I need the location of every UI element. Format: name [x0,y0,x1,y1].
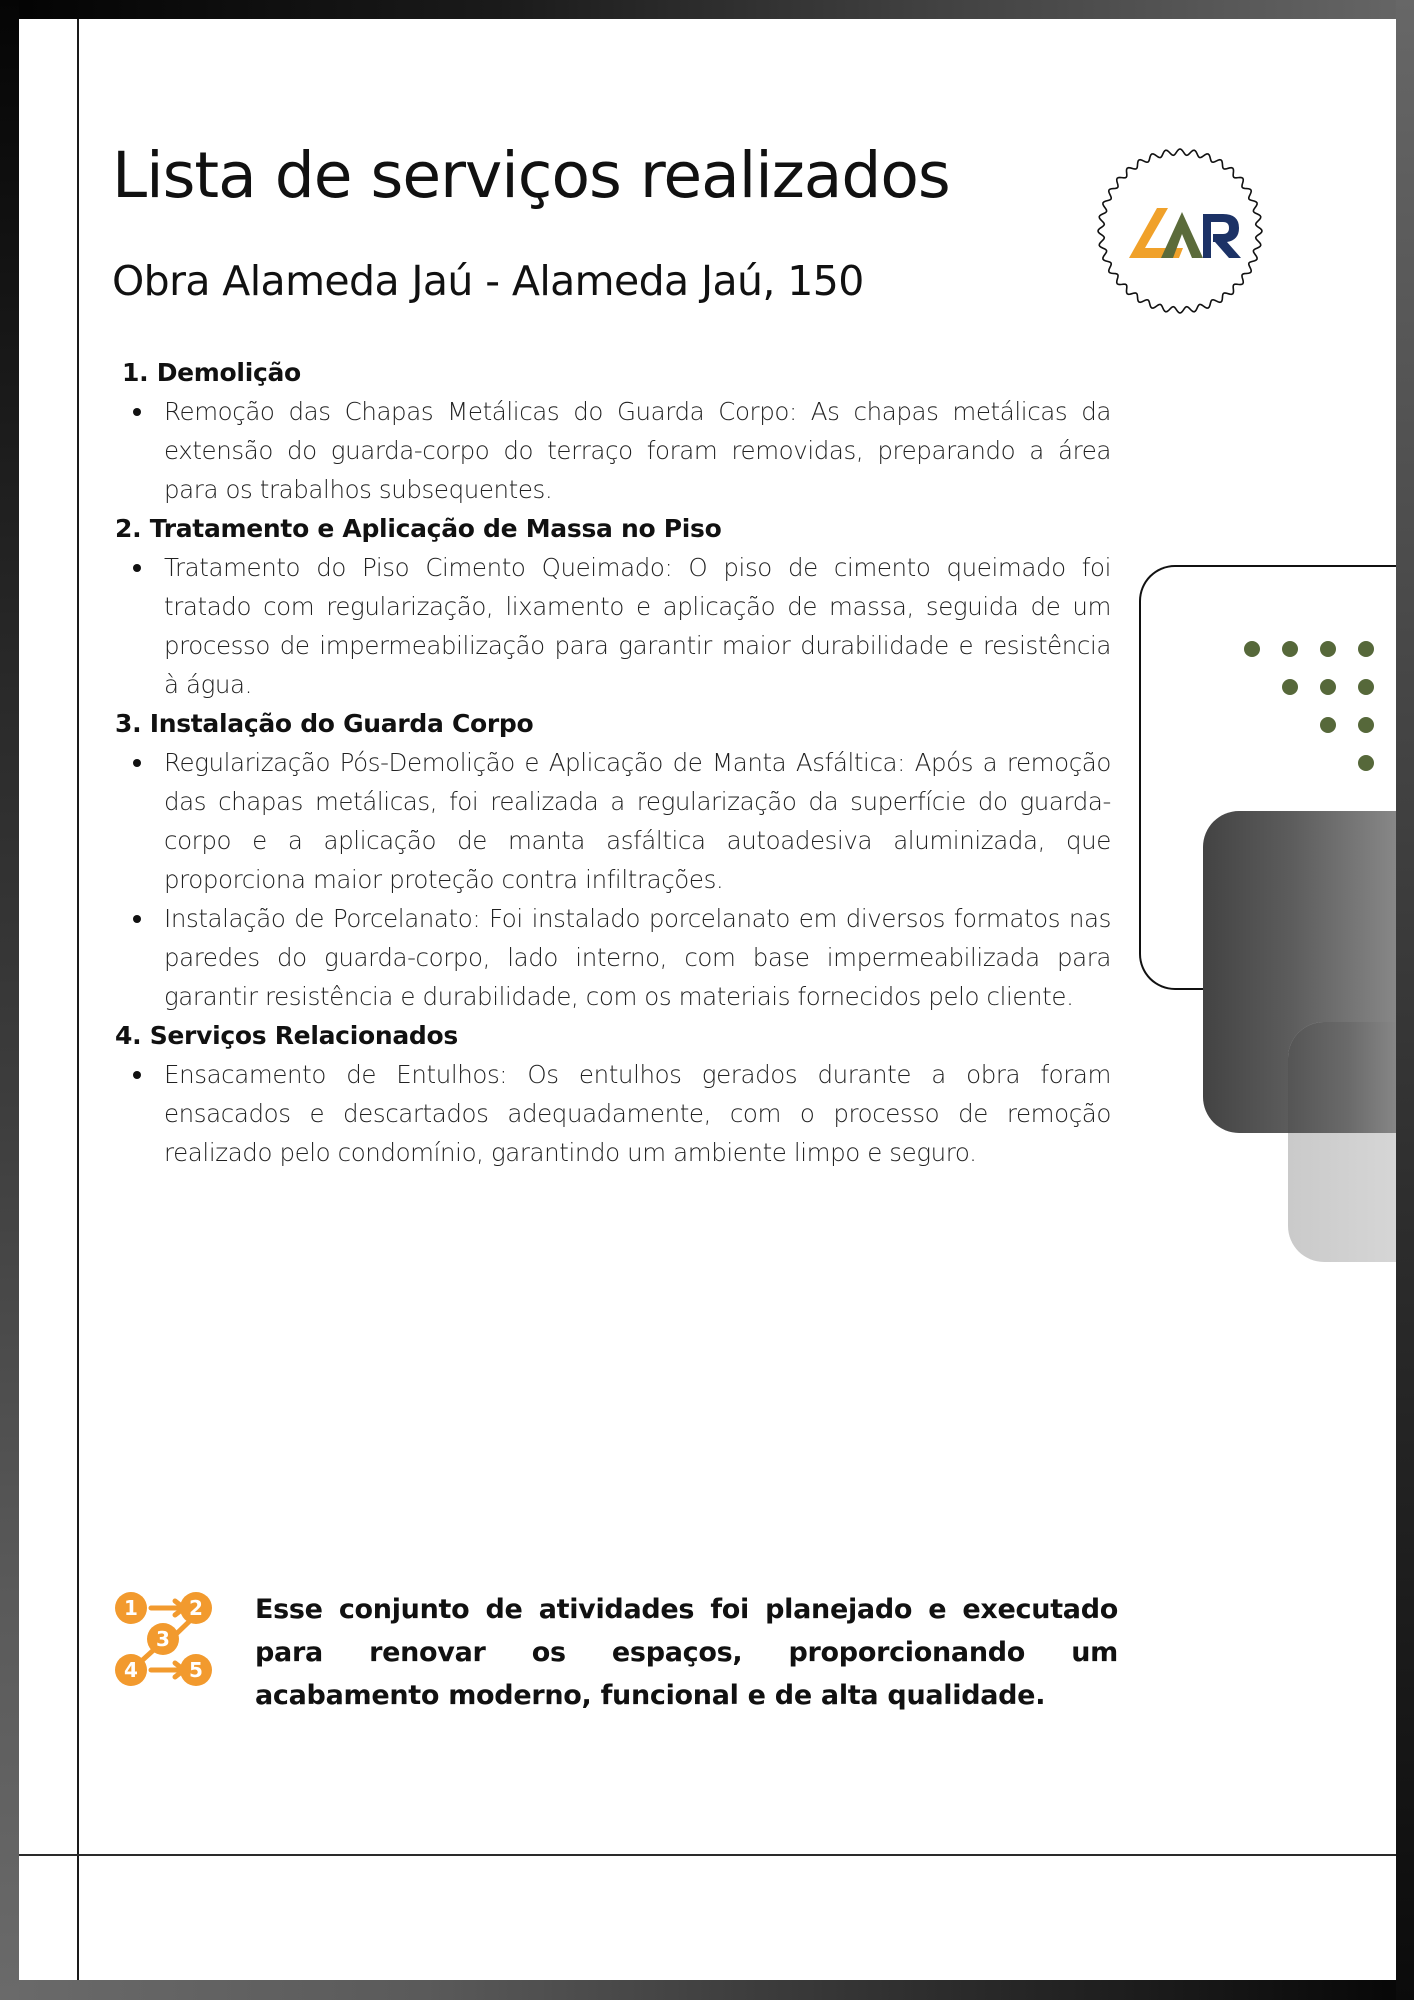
step-4-label: 4 [124,1658,138,1682]
list-item [115,1055,1111,1172]
page-subtitle: Obra Alameda Jaú - Alameda Jaú, 150 [112,257,864,305]
decorative-dot-icon [1358,641,1374,657]
list-item [115,743,1111,899]
section-servicos-relacionados [115,1016,1111,1172]
decorative-dot-icon [1358,755,1374,771]
background-frame-left [0,0,19,2000]
decorative-dot-icon [1320,679,1336,695]
background-frame-top [0,0,1414,19]
bullet-icon [133,408,141,416]
decorative-dot-icon [1320,717,1336,733]
list-item [115,548,1111,704]
section-heading: 2. Tratamento e Aplicação de Massa no Piso [115,514,722,543]
list-item-text: Instalação de Porcelanato: Foi instalado porcelanato em diversos formatos nas paredes do guarda-corpo, lado interno, com base impermeabilizada para garantir resistência e durabilidade, com os materiais fornecidos pelo cliente. [164,904,1111,1011]
page-title: Lista de serviços realizados [112,139,950,212]
decorative-dot-icon [1282,679,1298,695]
section-heading: 4. Serviços Relacionados [115,1021,458,1050]
decorative-dot-icon [1358,679,1374,695]
numbered-steps-icon [111,1588,221,1698]
list-item-text: Tratamento do Piso Cimento Queimado: O piso de cimento queimado foi tratado com regularização, lixamento e aplicação de massa, seguida de um processo de impermeabilização para garantir maior durabilidade e resistência à água. [164,553,1111,699]
document-page [19,19,1396,1980]
decorative-dot-icon [1320,641,1336,657]
scalloped-seal-icon [1095,146,1265,316]
decorative-dot-icon [1244,641,1260,657]
step-1-label: 1 [124,1596,138,1620]
decorative-dot-icon [1358,717,1374,733]
background-frame-bottom [0,1980,1414,2000]
list-item-text: Remoção das Chapas Metálicas do Guarda Corpo: As chapas metálicas da extensão do guarda-corpo do terraço foram removidas, preparando a área para os trabalhos subsequentes. [164,397,1111,504]
section-tratamento-piso [115,509,1111,704]
list-item [115,899,1111,1016]
decorative-dot-icon [1282,641,1298,657]
bullet-icon [133,915,141,923]
margin-rule-vertical [77,19,79,1980]
list-item [115,392,1111,509]
step-3-label: 3 [156,1627,170,1651]
section-heading: 1. Demolição [122,358,301,387]
step-2-label: 2 [189,1596,203,1620]
section-heading: 3. Instalação do Guarda Corpo [115,709,534,738]
company-logo [1095,146,1265,316]
section-guarda-corpo [115,704,1111,1016]
summary-callout-text: Esse conjunto de atividades foi planejado e executado para renovar os espaços, proporcionando um acabamento moderno, funcional e de alta qualidade. [255,1594,1118,1711]
background-frame-right [1396,0,1414,2000]
list-item-text: Ensacamento de Entulhos: Os entulhos gerados durante a obra foram ensacados e descartados adequadamente, com o processo de remoção realizado pelo condomínio, garantindo um ambiente limpo e seguro. [164,1060,1111,1167]
bullet-icon [133,564,141,572]
bullet-icon [133,759,141,767]
section-demolicao [115,353,1111,509]
list-item-text: Regularização Pós-Demolição e Aplicação de Manta Asfáltica: Após a remoção das chapas metálicas, foi realizada a regularização da superfície do guarda-corpo e a aplicação de manta asfáltica autoadesiva aluminizada, que proporciona maior proteção contra infiltrações. [164,748,1111,894]
step-5-label: 5 [189,1658,203,1682]
decorative-overlap-box [1288,1022,1396,1133]
bullet-icon [133,1071,141,1079]
margin-rule-horizontal [19,1854,1396,1856]
services-list [115,353,1111,1172]
